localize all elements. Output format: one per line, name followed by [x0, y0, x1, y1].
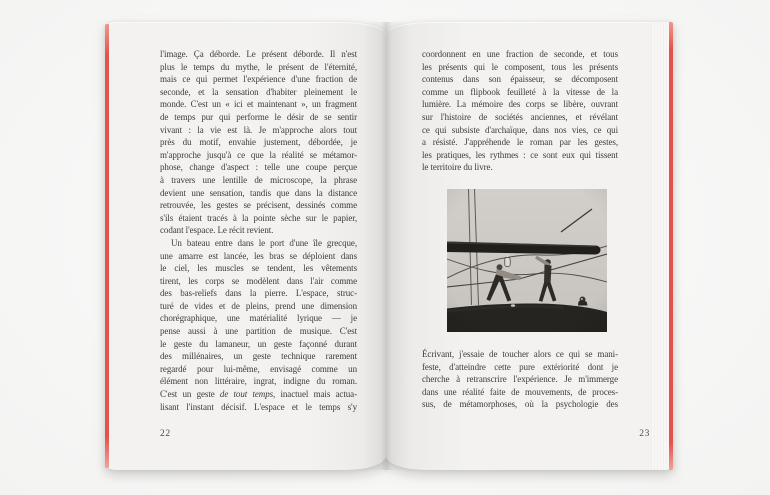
text-line: élément non littéraire, ingrat, indigne du roman.: [160, 376, 357, 387]
text-line: retrouvée, les gestes se précisent, dessinés comme: [160, 200, 357, 211]
page-number-left: 22: [160, 429, 171, 439]
text-line: seconde, et la sensation d'habiter pleinement le: [160, 86, 357, 97]
text-line: les pratiques, les rythmes : ce sont eux qui tissent: [422, 149, 618, 160]
text-line: près du motif, envahie justement, débordée, je: [160, 137, 357, 148]
text-line: sur l'histoire de sociétés anciennes, et révélant: [422, 111, 618, 122]
text-line: Écrivant, j'essaie de toucher alors ce qui se mani-: [422, 349, 618, 359]
page-block-edge-right: [649, 22, 669, 470]
text-line: des millénaires, un geste technique rarement: [160, 351, 357, 362]
text-line: le ciel, les muscles se tendent, les vêtements: [160, 263, 357, 274]
text-line: pense aussi à une partition de musique. C'est: [160, 326, 357, 337]
red-fore-edge-right: [669, 22, 673, 470]
text-line: lisant l'instant décisif. L'espace et le temps s'y: [160, 401, 357, 412]
page-number-right: 23: [639, 429, 650, 439]
text-line: C'est un geste de tout temps, inactuel mais actua-: [160, 389, 357, 400]
text-line: turé de vides et de pleins, prend une dimension: [160, 300, 357, 311]
deck-sailors-photo-art: [447, 189, 607, 332]
text-line: devient une sensation, tandis que dans la distance: [160, 187, 357, 198]
left-page-text: [160, 48, 357, 413]
text-line: contenus dans son épaisseur, se décomposent: [422, 74, 618, 85]
text-line: le geste du lamaneur, un geste façonné durant: [160, 338, 357, 349]
text-line: les présents qui le composent, tous les présents: [422, 61, 618, 72]
text-line: a résisté. J'appréhende le roman par les gestes,: [422, 137, 618, 148]
text-line: vivant : la vie est là. Je m'approche alors tout: [160, 124, 357, 135]
right-page-text-top: [422, 48, 618, 174]
text-line: regardé pour lui-même, envisagé comme un: [160, 363, 357, 374]
text-line: monde. C'est un « ici et maintenant », un fragment: [160, 99, 357, 110]
text-line: cherche à retranscrire l'expérience. Je m'immerge: [422, 374, 618, 385]
right-page-text-bottom: [422, 348, 618, 411]
text-line: des bas-reliefs dans la pierre. L'espace, struc-: [160, 288, 357, 299]
deck-sailors-photo: [447, 189, 607, 332]
text-line: phose, change d'aspect : telle une coupe perçue: [160, 162, 357, 173]
text-line: feste, d'atteindre cette pure extériorité dont je: [422, 361, 618, 372]
text-line: l'image. Ça déborde. Le présent déborde. Il n'est: [160, 49, 357, 59]
text-line: dans une réalité faite de mouvements, de proces-: [422, 386, 618, 397]
text-line: sus, de métamorphoses, où la psychologie des: [422, 399, 618, 410]
text-line: mais ce qui permet l'expérience d'une fraction de: [160, 74, 357, 85]
text-line: plus le temps du mythe, le présent de l'éternité,: [160, 61, 357, 72]
text-line: une amarre est lancée, les bras se déploient dans: [160, 250, 357, 261]
text-line: Un bateau entre dans le port d'une île grecque,: [171, 237, 357, 248]
text-line: m'approche jusqu'à ce que la réalité se métamor-: [160, 149, 357, 160]
text-line: à travers une lentille de microscope, la phrase: [160, 174, 357, 185]
text-line: ce qui subsiste d'archaïque, dans nos vies, ce qui: [422, 124, 618, 135]
open-book: [105, 22, 673, 470]
text-line: le territoire du livre.: [422, 162, 493, 173]
text-line: comme un flipbook feuilleté à la vitesse de la: [422, 86, 618, 97]
text-line: codant l'espace. Le récit revient.: [160, 225, 274, 236]
text-line: tirent, les corps se modèlent dans l'air comme: [160, 275, 357, 286]
text-line: chorégraphique, une matérialité lyrique — je: [160, 313, 357, 324]
text-line: coordonnent en une fraction de seconde, et tous: [422, 49, 618, 59]
text-line: de temps pur qui performe le désir de se sentir: [160, 111, 357, 122]
text-line: lumière. La mémoire des corps se libère, ouvrant: [422, 99, 618, 110]
text-line: s'ils étaient tracés à la pointe sèche sur le papier,: [160, 212, 357, 223]
